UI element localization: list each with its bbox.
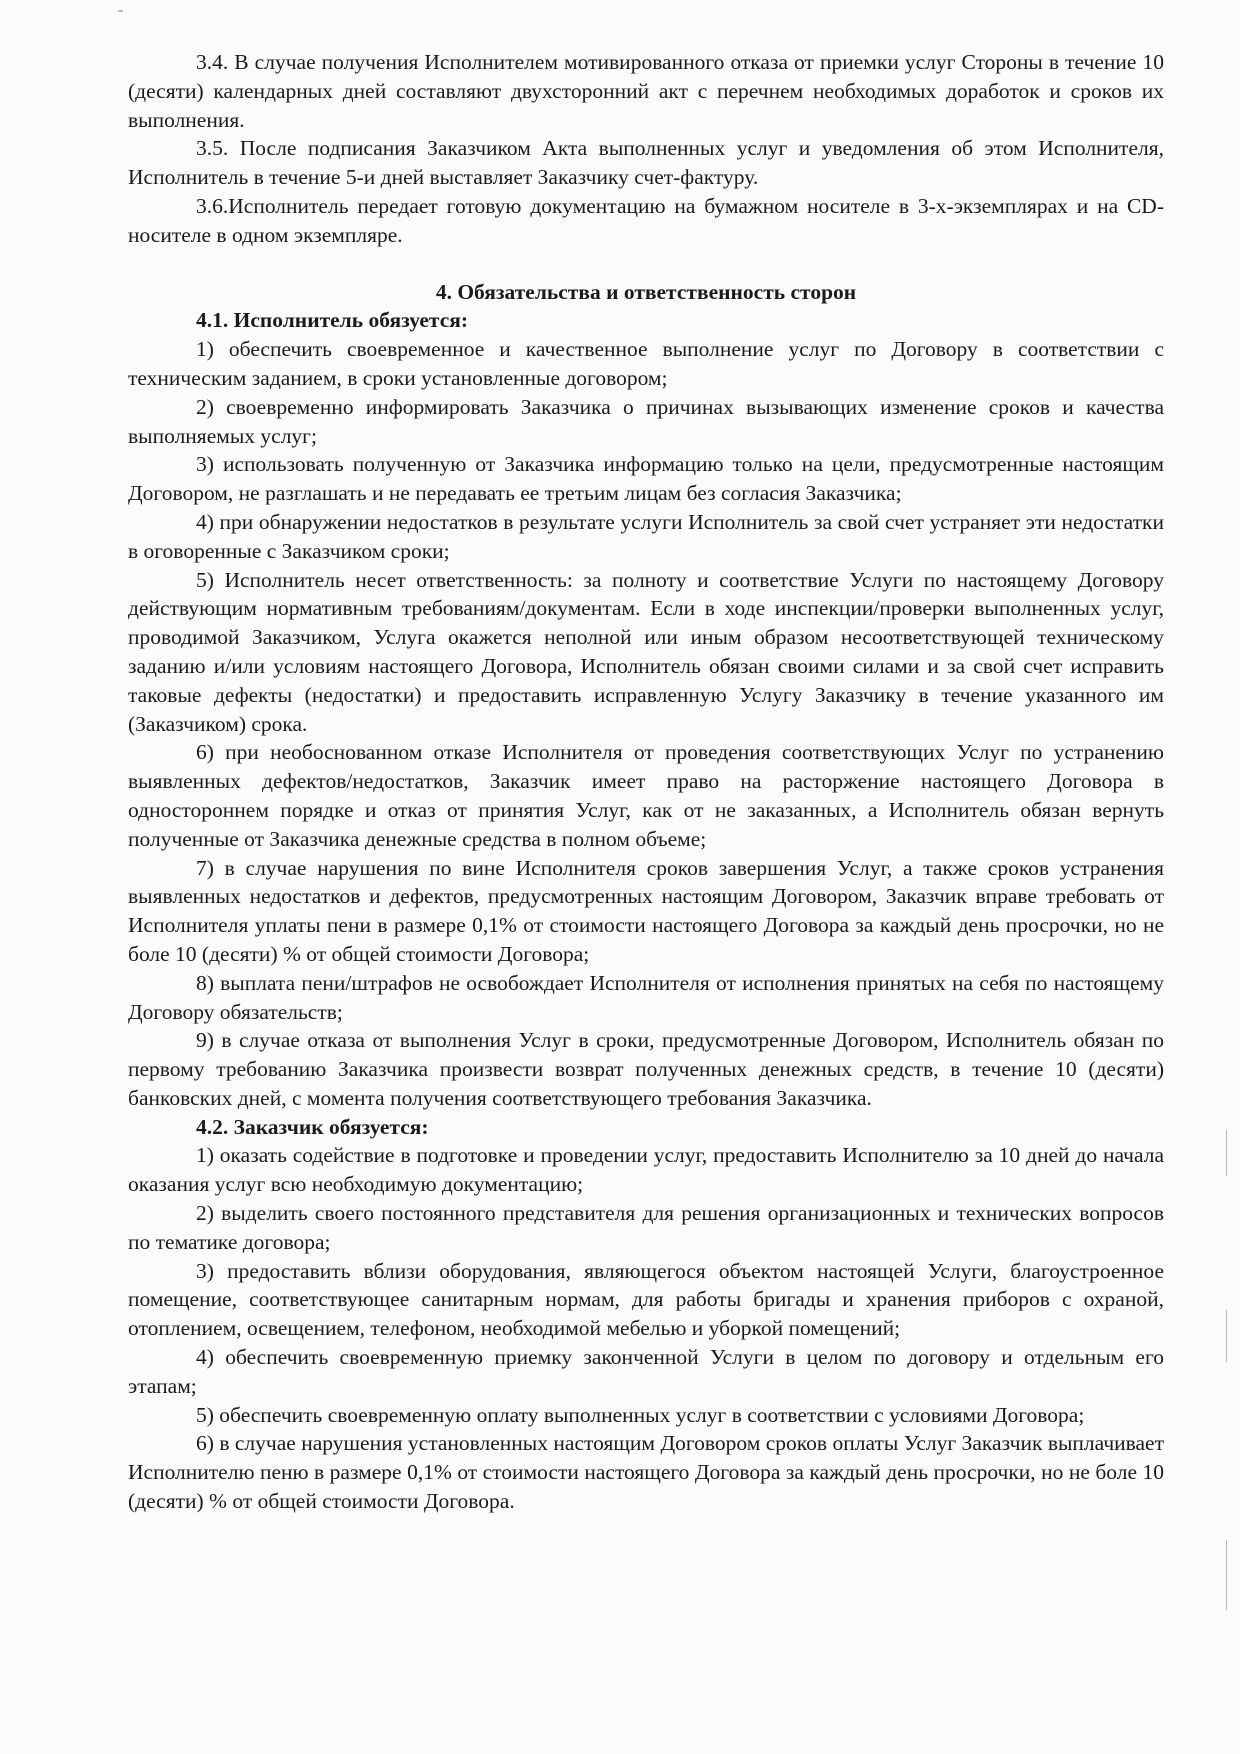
- contractor-heading: 4.1. Исполнитель обязуется:: [196, 308, 469, 333]
- section-4-title: 4. Обязательства и ответственность сторон: [435, 279, 857, 304]
- contractor-item-5: 5) Исполнитель несет ответственность: за полноту и соответствие Услуги по настоящему Договору действующим нормативным требованиям/документам. Если в ходе инспекции/проверки выполненных услуг, проводимой Заказчиком, Услуга окажется неполной или иным образом несоответствующей техническому заданию и/или условиям настоящего Договора, Исполнитель обязан своими силами и за свой счет исправить таковые дефекты (недостатки) и предоставить исправленную Услугу Заказчику в течение указанного им (Заказчиком) срока.: [128, 567, 1164, 736]
- section-gap: [128, 250, 1164, 278]
- clause-3-5: 3.5. После подписания Заказчиком Акта выполненных услуг и уведомления об этом Исполнителя, Исполнитель в течение 5-и дней выставляет Заказчику счет-фактуру.: [128, 136, 1164, 190]
- customer-item-4: 4) обеспечить своевременную приемку законченной Услуги в целом по договору и отдельным его этапам;: [128, 1345, 1164, 1398]
- contractor-item-7: 7) в случае нарушения по вине Исполнителя сроков завершения Услуг, а также сроков устранения выявленных недостатков и дефектов, предусмотренных настоящим Договором, Заказчик вправе требовать от Исполнителя уплаты пени в размере 0,1% от стоимости настоящего Договора за каждый день просрочки, но не боле 10 (десяти) % от общей стоимости Договора;: [128, 855, 1164, 966]
- contractor-item-9: 9) в случае отказа от выполнения Услуг в сроки, предусмотренные Договором, Исполнитель обязан по первому требованию Заказчика произвести возврат полученных денежных средств, в течение 10 (десяти) банковских дней, с момента получения соответствующего требования Заказчика.: [128, 1028, 1164, 1110]
- contractor-item-1: 1) обеспечить своевременное и качественное выполнение услуг по Договору в соответствии с техническим заданием, в сроки установленные договором;: [128, 337, 1164, 390]
- contractor-item-4: 4) при обнаружении недостатков в результате услуги Исполнитель за свой счет устраняет эти недостатки в оговоренные с Заказчиком сроки;: [128, 509, 1164, 563]
- clause-3-4: 3.4. В случае получения Исполнителем мотивированного отказа от приемки услуг Стороны в течение 10 (десяти) календарных дней составляют двухсторонний акт с перечнем необходимых доработок и сроков их выполнения.: [128, 50, 1164, 132]
- customer-item-5: 5) обеспечить своевременную оплату выполненных услуг в соответствии с условиями Договора;: [196, 1402, 1085, 1427]
- customer-item-1: 1) оказать содействие в подготовке и проведении услуг, предоставить Исполнителю за 10 дней до начала оказания услуг всю необходимую документацию;: [128, 1143, 1164, 1197]
- document-page: [128, 48, 1164, 1516]
- clause-3-6: 3.6.Исполнитель передает готовую документацию на бумажном носителе в 3-х-экземплярах и на CD-носителе в одном экземпляре.: [128, 193, 1164, 247]
- scan-mark: [118, 10, 123, 12]
- contractor-item-2: 2) своевременно информировать Заказчика о причинах вызывающих изменение сроков и качества выполняемых услуг;: [128, 394, 1164, 448]
- customer-heading: 4.2. Заказчик обязуется:: [196, 1114, 429, 1139]
- contractor-item-6: 6) при необоснованном отказе Исполнителя от проведения соответствующих Услуг по устранению выявленных дефектов/недостатков, Заказчик имеет право на расторжение настоящего Договора в одностороннем порядке и отказ от принятия Услуг, как от не заказанных, а Исполнитель обязан вернуть полученные от Заказчика денежные средства в полном объеме;: [128, 740, 1164, 851]
- customer-item-6: 6) в случае нарушения установленных настоящим Договором сроков оплаты Услуг Заказчик выплачивает Исполнителю пеню в размере 0,1% от стоимости настоящего Договора за каждый день просрочки, но не боле 10 (десяти) % от общей стоимости Договора.: [128, 1431, 1164, 1514]
- scan-mark: [1226, 1540, 1227, 1610]
- scan-mark: [1226, 1130, 1227, 1176]
- scan-mark: [1226, 1310, 1227, 1362]
- customer-item-3: 3) предоставить вблизи оборудования, являющегося объектом настоящей Услуги, благоустроенное помещение, соответствующее санитарным нормам, для работы бригады и хранения приборов с охраной, отоплением, освещением, телефоном, необходимой мебелью и уборкой помещений;: [128, 1258, 1164, 1341]
- contractor-item-3: 3) использовать полученную от Заказчика информацию только на цели, предусмотренные настоящим Договором, не разглашать и не передавать ее третьим лицам без согласия Заказчика;: [128, 452, 1164, 506]
- contractor-item-8: 8) выплата пени/штрафов не освобождает Исполнителя от исполнения принятых на себя по настоящему Договору обязательств;: [128, 970, 1164, 1024]
- customer-item-2: 2) выделить своего постоянного представителя для решения организационных и технических вопросов по тематике договора;: [128, 1201, 1164, 1254]
